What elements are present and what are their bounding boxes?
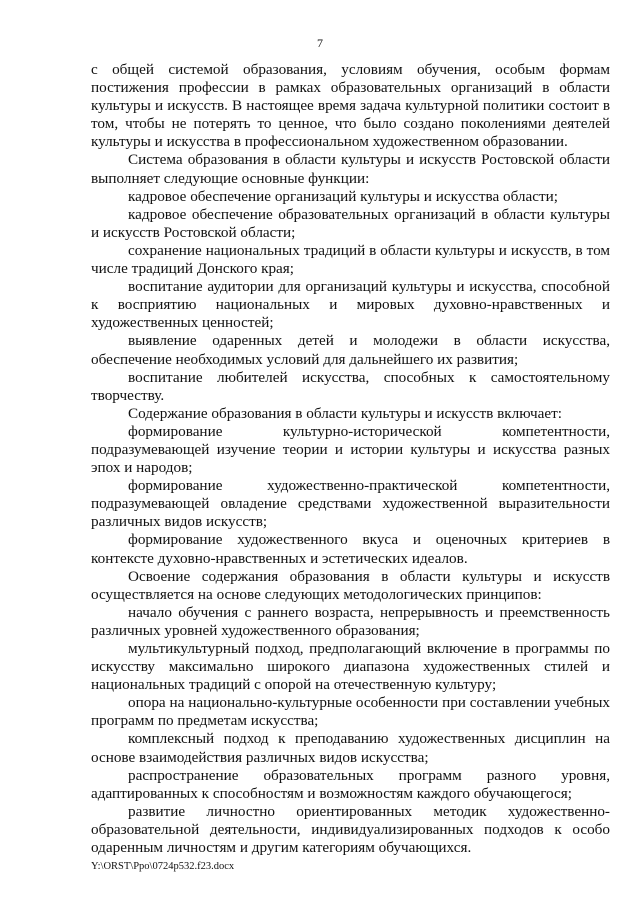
list-item: комплексный подход к преподаванию художественных дисциплин на основе взаимодействия различных видов искусства;	[91, 730, 610, 766]
list-item: кадровое обеспечение организаций культуры и искусства области;	[128, 187, 558, 205]
list-item: формирование культурно-исторической компетентности, подразумевающей изучение теории и истории культуры и искусства разных эпох и народов;	[91, 422, 610, 477]
list-item: формирование художественного вкуса и оценочных критериев в контексте духовно-нравственных и эстетических идеалов.	[91, 531, 610, 567]
list-item: распространение образовательных программ разного уровня, адаптированных к способностям и возможностям каждого обучающегося;	[91, 766, 610, 802]
document-body	[91, 61, 610, 857]
list-item: начало обучения с раннего возраста, непрерывность и преемственность различных уровней художественного образования;	[91, 603, 610, 639]
paragraph: Система образования в области культуры и искусств Ростовской области выполняет следующие основные функции:	[91, 151, 610, 187]
list-item: мультикультурный подход, предполагающий включение в программы по искусству максимально широкого диапазона художественных стилей и национальных традиций с опорой на отечественную культуру;	[91, 640, 610, 694]
footer-file-path: Y:\ORST\Ppo\0724p532.f23.docx	[91, 861, 235, 872]
paragraph: Содержание образования в области культуры и искусств включает:	[128, 404, 562, 422]
paragraph: с общей системой образования, условиям обучения, особым формам постижения профессии в рамках образовательных организаций в области культуры и искусств. В настоящее время задача культурной политики состоит в том, чтобы не потерять то ценное, что было создано поколениями деятелей культуры и искусства в профессиональном художественном образовании.	[91, 61, 610, 151]
list-item: воспитание любителей искусства, способных к самостоятельному творчеству.	[91, 368, 610, 404]
list-item: опора на национально-культурные особенности при составлении учебных программ по предметам искусства;	[91, 694, 610, 730]
list-item: воспитание аудитории для организаций культуры и искусства, способной к восприятию национальных и мировых духовно-нравственных и художественных ценностей;	[91, 278, 610, 332]
page-number: 7	[317, 36, 323, 50]
list-item: сохранение национальных традиций в области культуры и искусств, в том числе традиций Донского края;	[91, 241, 610, 278]
list-item: выявление одаренных детей и молодежи в области искусства, обеспечение необходимых условий для дальнейшего их развития;	[91, 332, 610, 368]
list-item: кадровое обеспечение образовательных организаций в области культуры и искусств Ростовской области;	[91, 205, 610, 241]
paragraph: Освоение содержания образования в области культуры и искусств осуществляется на основе следующих методологических принципов:	[91, 567, 610, 603]
list-item: развитие личностно ориентированных методик художественно-образовательной деятельности, индивидуализированных подходов к особо одаренным личностям и другим категориям обучающихся.	[91, 802, 610, 857]
list-item: формирование художественно-практической компетентности, подразумевающей овладение средствами художественной выразительности различных видов искусств;	[91, 477, 610, 531]
